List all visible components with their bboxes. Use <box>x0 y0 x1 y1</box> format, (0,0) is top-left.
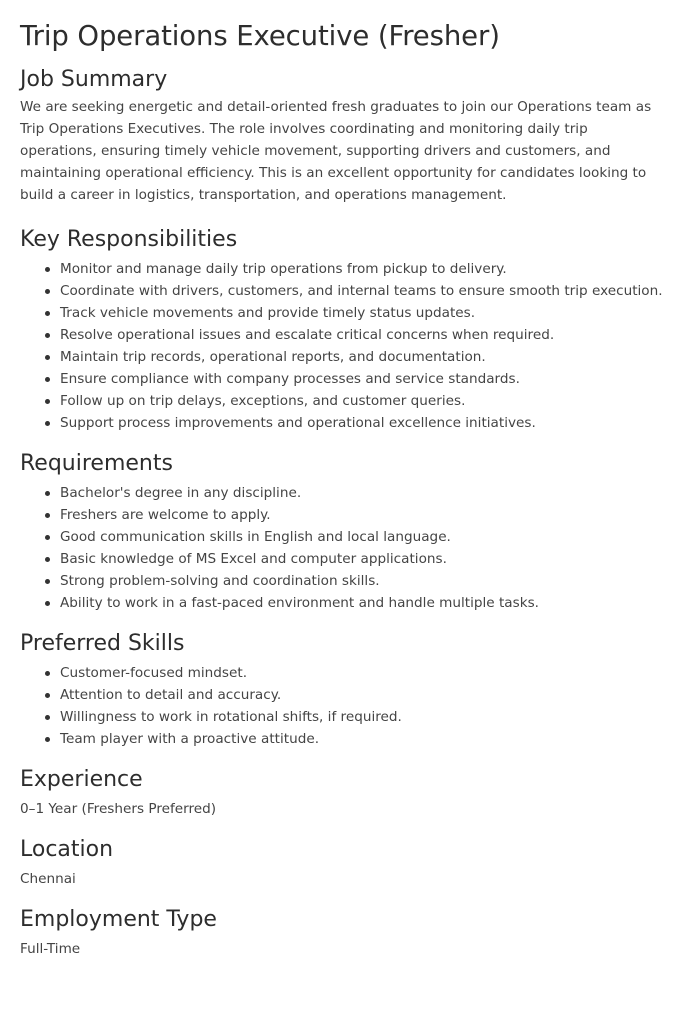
employment-type-heading: Employment Type <box>20 907 217 932</box>
list-item: Basic knowledge of MS Excel and computer applications. <box>60 548 668 570</box>
preferred-skills-section <box>20 630 668 750</box>
preferred-skills-heading: Preferred Skills <box>20 631 185 656</box>
list-item: Willingness to work in rotational shifts, if required. <box>60 706 668 728</box>
list-item: Follow up on trip delays, exceptions, and customer queries. <box>60 390 668 412</box>
list-item: Support process improvements and operational excellence initiatives. <box>60 412 668 434</box>
list-item: Customer-focused mindset. <box>60 662 668 684</box>
responsibilities-section <box>20 226 668 434</box>
employment-type-value: Full-Time <box>20 941 81 957</box>
responsibilities-list <box>20 258 668 434</box>
job-summary-heading: Job Summary <box>20 67 168 92</box>
requirements-section <box>20 450 668 614</box>
list-item: Freshers are welcome to apply. <box>60 504 668 526</box>
experience-heading: Experience <box>20 767 143 792</box>
list-item: Bachelor's degree in any discipline. <box>60 482 668 504</box>
location-heading: Location <box>20 837 114 862</box>
requirements-heading: Requirements <box>20 451 173 476</box>
list-item: Ensure compliance with company processes and service standards. <box>60 368 668 390</box>
requirements-list <box>20 482 668 614</box>
list-item: Good communication skills in English and local language. <box>60 526 668 548</box>
list-item: Ability to work in a fast-paced environment and handle multiple tasks. <box>60 592 668 614</box>
job-summary-section <box>20 66 668 206</box>
location-value: Chennai <box>20 871 76 887</box>
employment-type-section <box>20 906 668 960</box>
preferred-skills-list <box>20 662 668 750</box>
list-item: Resolve operational issues and escalate critical concerns when required. <box>60 324 668 346</box>
experience-value: 0–1 Year (Freshers Preferred) <box>20 801 217 817</box>
list-item: Maintain trip records, operational reports, and documentation. <box>60 346 668 368</box>
experience-section <box>20 766 668 820</box>
list-item: Attention to detail and accuracy. <box>60 684 668 706</box>
list-item: Monitor and manage daily trip operations from pickup to delivery. <box>60 258 668 280</box>
location-section <box>20 836 668 890</box>
list-item: Team player with a proactive attitude. <box>60 728 668 750</box>
list-item: Strong problem-solving and coordination skills. <box>60 570 668 592</box>
page-title: Trip Operations Executive (Fresher) <box>20 20 500 52</box>
job-summary-text: We are seeking energetic and detail-oriented fresh graduates to join our Operations team as Trip Operations Executives. The role involves coordinating and monitoring daily trip operations, ensuring timely vehicle movement, supporting drivers and customers, and maintaining operational efficiency. This is an excellent opportunity for candidates looking to build a career in logistics, transportation, and operations management. <box>20 99 652 203</box>
responsibilities-heading: Key Responsibilities <box>20 227 238 252</box>
list-item: Track vehicle movements and provide timely status updates. <box>60 302 668 324</box>
list-item: Coordinate with drivers, customers, and internal teams to ensure smooth trip execution. <box>60 280 668 302</box>
